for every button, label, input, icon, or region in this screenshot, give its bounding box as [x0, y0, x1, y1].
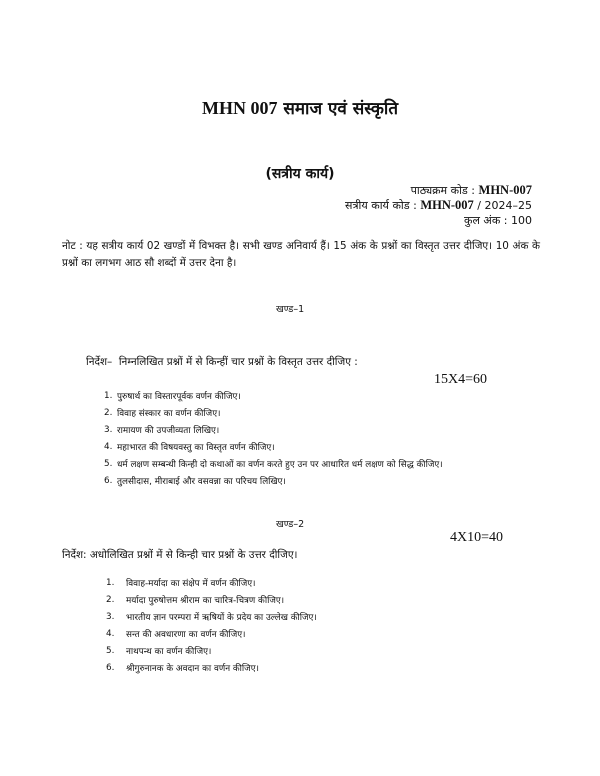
question-number: 1. [106, 577, 115, 588]
question-number: 6. [104, 475, 113, 486]
question-item [106, 642, 317, 659]
question-text: मर्यादा पुरुषोत्तम श्रीराम का चारित्र-चित्रण कीजिए। [126, 595, 285, 606]
section-1-marks: 15X4=60 [434, 372, 488, 387]
assignment-year: / 2024–25 [477, 199, 532, 212]
question-number: 4. [106, 628, 115, 639]
question-text: रामायण की उपजीव्यता लिखिए। [117, 425, 220, 436]
course-code-line [411, 183, 532, 198]
assignment-code-line [345, 198, 532, 213]
section-2-question-list [106, 574, 317, 676]
question-number: 4. [104, 441, 113, 452]
question-text: नाथपन्थ का वर्णन कीजिए। [126, 646, 212, 657]
assignment-code-value: MHN-007 [420, 198, 474, 212]
course-code-value: MHN-007 [478, 183, 532, 197]
section-1-instruction [86, 355, 358, 369]
question-item [104, 404, 443, 421]
question-text: विवाह-मर्यादा का संक्षेप में वर्णन कीजिए। [126, 578, 256, 589]
question-number: 3. [106, 611, 115, 622]
question-item [104, 472, 443, 489]
section-2-instruction: निर्देश: अधोलिखित प्रश्नों में से किन्ही चार प्रश्नों के उत्तर दीजिए। [62, 549, 298, 561]
question-number: 3. [104, 424, 113, 435]
question-item [104, 455, 443, 472]
section-2-marks: 4X10=40 [450, 530, 504, 545]
question-item [106, 659, 317, 676]
question-item [106, 625, 317, 642]
question-text: महाभारत की विषयवस्तु का विस्तृत वर्णन कीजिए। [117, 442, 275, 453]
question-text: श्रीगुरुनानक के अवदान का वर्णन कीजिए। [126, 663, 259, 674]
question-text: विवाह संस्कार का वर्णन कीजिए। [117, 408, 221, 419]
course-code-label: पाठ्यक्रम कोड : [410, 184, 476, 197]
question-text: सन्त की अवधारणा का वर्णन कीजिए। [126, 629, 246, 640]
page-title [0, 96, 600, 119]
question-item [106, 591, 317, 608]
assignment-code-label: सत्रीय कार्य कोड : [345, 199, 417, 212]
total-marks-label: कुल अंक : [464, 214, 508, 227]
question-text: भारतीय ज्ञान परम्परा में ऋषियों के प्रदेय का उल्लेख कीजिए। [126, 612, 317, 623]
question-item [104, 387, 443, 404]
course-name: समाज एवं संस्कृति [283, 99, 399, 119]
total-marks-line [464, 213, 532, 228]
question-item [106, 608, 317, 625]
question-item [104, 421, 443, 438]
instruction-label: निर्देश– [86, 356, 113, 368]
question-item [104, 438, 443, 455]
question-number: 2. [104, 407, 113, 418]
question-text: धर्म लक्षण सम्बन्धी किन्ही दो कथाओं का वर्णन करते हुए उन पर आधारित धर्म लक्षण को सिद्ध कीजिए। [117, 459, 443, 470]
question-number: 5. [104, 458, 113, 469]
question-text: पुरुषार्थ का विस्तारपूर्वक वर्णन कीजिए। [117, 391, 241, 402]
assignment-subtitle: (सत्रीय कार्य) [265, 166, 335, 182]
question-number: 1. [104, 390, 113, 401]
section-1-question-list [104, 387, 443, 489]
question-number: 5. [106, 645, 115, 656]
section-1-heading: खण्ड–1 [276, 304, 305, 315]
instruction-text: निम्नलिखित प्रश्नों में से किन्हीं चार प्रश्नों के विस्तृत उत्तर दीजिए : [118, 356, 358, 368]
question-number: 2. [106, 594, 115, 605]
total-marks-value: 100 [511, 214, 532, 227]
section-2-heading: खण्ड–2 [276, 519, 305, 530]
question-number: 6. [106, 662, 115, 673]
question-item [106, 574, 317, 591]
question-text: तुलसीदास, मीराबाई और वसवन्ना का परिचय लिखिए। [117, 476, 286, 487]
instructions-note: नोट : यह सत्रीय कार्य 02 खण्डों में विभक्त है। सभी खण्ड अनिवार्य हैं। 15 अंक के प्रश्नों का विस्तृत उत्तर दीजिए। 10 अंक के प्रश्नों का लगभग आठ सौ शब्दों में उत्तर देना है। [62, 240, 540, 269]
course-code-title: MHN 007 [201, 98, 278, 118]
